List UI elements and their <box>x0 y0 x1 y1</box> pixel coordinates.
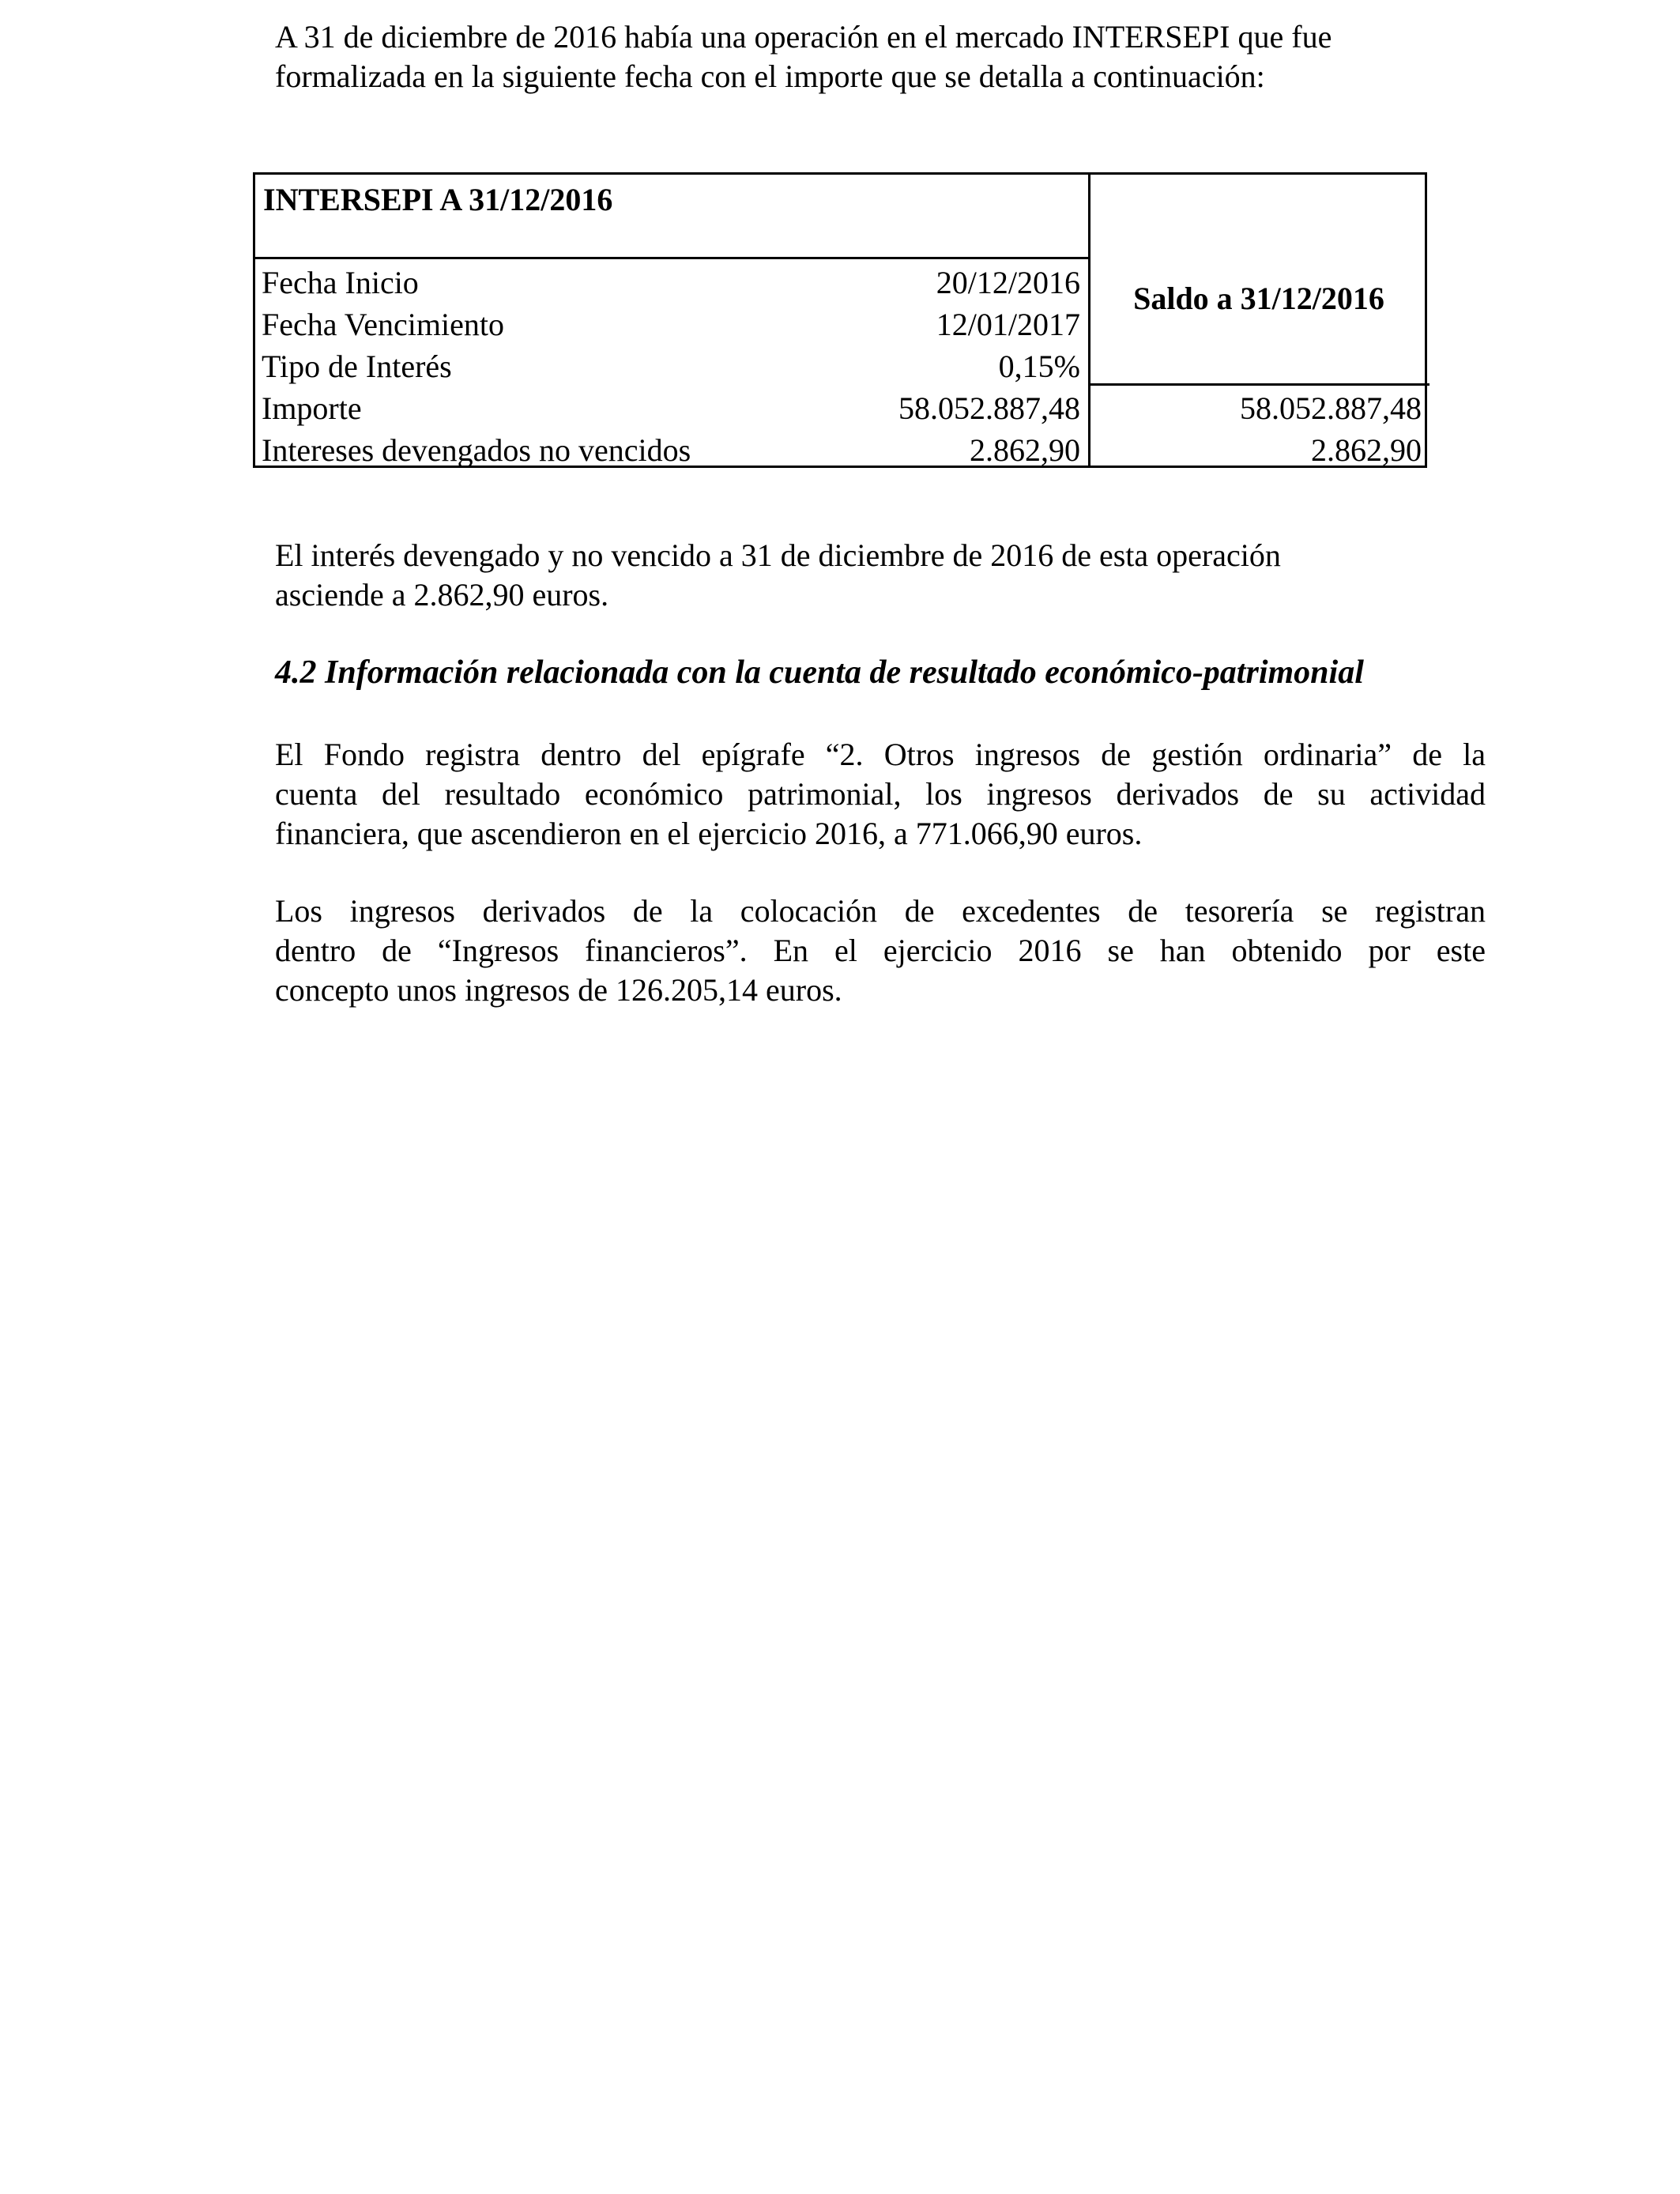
table-title: INTERSEPI A 31/12/2016 <box>263 182 613 217</box>
row-value: 12/01/2017 <box>936 307 1080 342</box>
table-title-divider <box>255 257 1088 259</box>
interes-line-2: asciende a 2.862,90 euros. <box>275 577 609 613</box>
row-value: 0,15% <box>998 349 1080 384</box>
row-label: Importe <box>262 390 362 426</box>
saldo-header: Saldo a 31/12/2016 <box>1133 280 1384 316</box>
table-row <box>255 345 1425 387</box>
table-row <box>255 303 1425 345</box>
table-row <box>255 262 1425 303</box>
row-label: Tipo de Interés <box>262 349 452 384</box>
ingresos-line-3: concepto unos ingresos de 126.205,14 euros. <box>275 972 842 1008</box>
ingresos-line-2: dentro de “Ingresos financieros”. En el ejercicio 2016 se han obtenido por este <box>275 933 1486 968</box>
interes-line-1: El interés devengado y no vencido a 31 de diciembre de 2016 de esta operación <box>275 537 1281 573</box>
row-label: Fecha Inicio <box>262 265 419 300</box>
intro-paragraph <box>275 17 1486 96</box>
row-value: 58.052.887,48 <box>898 390 1080 426</box>
ingresos-line-1: Los ingresos derivados de la colocación de excedentes de tesorería se registran <box>275 893 1486 929</box>
table-row <box>255 387 1425 429</box>
row-label: Fecha Vencimiento <box>262 307 504 342</box>
intro-line-2: formalizada en la siguiente fecha con el importe que se detalla a continuación: <box>275 58 1265 94</box>
row-label: Intereses devengados no vencidos <box>262 432 691 468</box>
fondo-paragraph <box>275 735 1486 854</box>
intro-line-1: A 31 de diciembre de 2016 había una operación en el mercado INTERSEPI que fue <box>275 19 1332 55</box>
intersepi-table <box>253 172 1427 468</box>
table-row <box>255 429 1425 471</box>
row-value: 2.862,90 <box>970 432 1080 468</box>
section-heading: 4.2 Información relacionada con la cuenta de resultado económico-patrimonial <box>275 654 1364 691</box>
interes-paragraph <box>275 536 1486 615</box>
row-saldo: 58.052.887,48 <box>1240 390 1422 426</box>
ingresos-paragraph <box>275 892 1486 1010</box>
fondo-line-1: El Fondo registra dentro del epígrafe “2. Otros ingresos de gestión ordinaria” de la <box>275 737 1486 772</box>
fondo-line-3: financiera, que ascendieron en el ejercicio 2016, a 771.066,90 euros. <box>275 816 1143 851</box>
row-value: 20/12/2016 <box>936 265 1080 300</box>
fondo-line-2: cuenta del resultado económico patrimonial, los ingresos derivados de su actividad <box>275 776 1486 812</box>
row-saldo: 2.862,90 <box>1311 432 1422 468</box>
